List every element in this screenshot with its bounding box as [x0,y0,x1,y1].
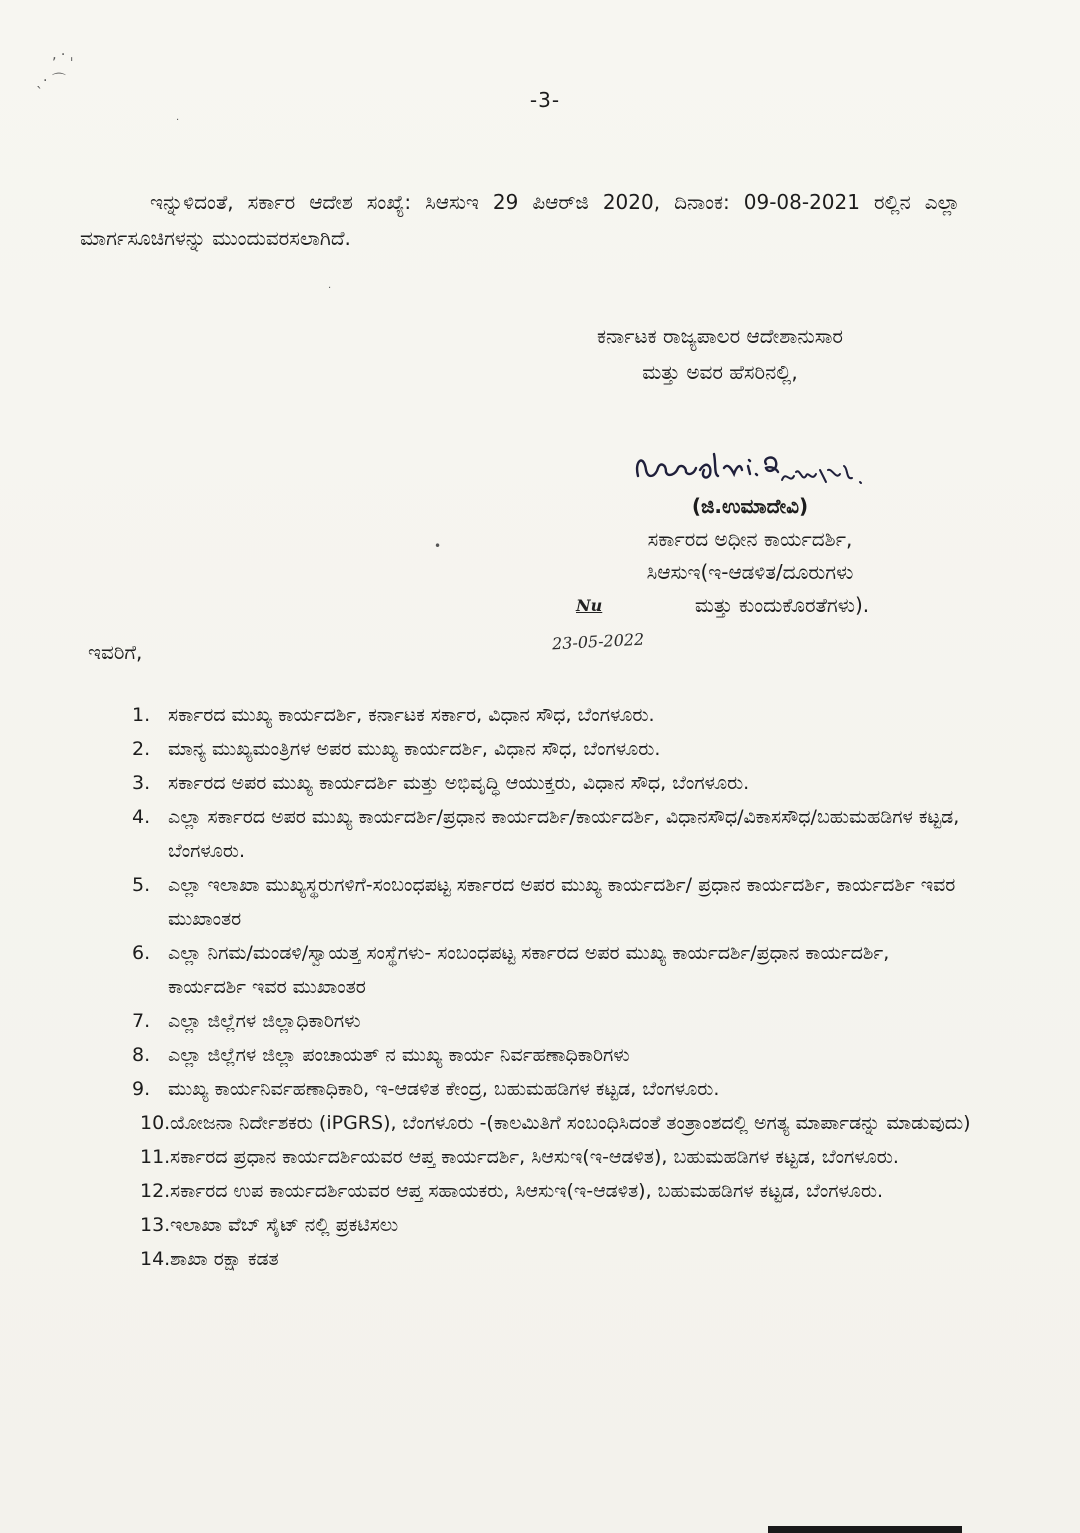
authority-line-1: ಕರ್ನಾಟಕ ರಾಜ್ಯಪಾಲರ ಆದೇಶಾನುಸಾರ [596,324,843,348]
list-number: 8. [132,1044,151,1066]
list-number: 14. [140,1248,171,1270]
list-item [132,1140,972,1174]
list-item [132,1106,972,1140]
list-number: 1. [132,704,151,726]
to-label: ಇವರಿಗೆ, [88,640,143,664]
list-text: ಸರ್ಕಾರದ ಅಪರ ಮುಖ್ಯ ಕಾರ್ಯದರ್ಶಿ ಮತ್ತು ಅಭಿವೃದ್ಧಿ ಆಯುಕ್ತರು, ವಿಧಾನ ಸೌಧ, ಬೆಂಗಳೂರು. [168,772,750,794]
signer-designation: ಸರ್ಕಾರದ ಅಧೀನ ಕಾರ್ಯದರ್ಶಿ, [647,527,853,551]
list-item [132,1004,972,1038]
list-item [132,868,972,936]
list-text: ಎಲ್ಲಾ ಜಿಲ್ಲೆಗಳ ಜಿಲ್ಲಾ ಪಂಚಾಯತ್ ನ ಮುಖ್ಯ ಕಾರ್ಯ ನಿರ್ವಹಣಾಧಿಕಾರಿಗಳು [168,1044,630,1066]
list-item [132,800,972,868]
list-text: ಮುಖ್ಯ ಕಾರ್ಯನಿರ್ವಹಣಾಧಿಕಾರಿ, ಇ-ಆಡಳಿತ ಕೇಂದ್ರ, ಬಹುಮಹಡಿಗಳ ಕಟ್ಟಡ, ಬೆಂಗಳೂರು. [168,1078,720,1100]
authority-block [480,318,960,390]
list-item [132,766,972,800]
signer-department: ಸಿಆಸುಇ(ಇ-ಆಡಳಿತ/ದೂರುಗಳು [646,560,854,584]
list-number: 5. [132,874,151,896]
scan-speck: ‚ · ˌ [52,47,74,63]
list-item [132,1038,972,1072]
scan-edge-bar [768,1526,962,1533]
handwritten-note: Nu [576,596,603,615]
list-text: ಎಲ್ಲಾ ಸರ್ಕಾರದ ಅಪರ ಮುಖ್ಯ ಕಾರ್ಯದರ್ಶಿ/ಪ್ರಧಾನ ಕಾರ್ಯದರ್ಶಿ/ಕಾರ್ಯದರ್ಶಿ, ವಿಧಾನಸೌಧ/ವಿಕಾಸಸೌಧ/ಬಹುಮಹಡಿಗಳ ಕಟ್ಟಡ, ಬೆಂಗಳೂರು. [168,806,960,862]
list-number: 6. [132,942,151,964]
list-item [132,936,972,1004]
list-item [132,1174,972,1208]
list-number: 12. [140,1180,171,1202]
scan-speck: · [176,115,180,126]
list-text: ಯೋಜನಾ ನಿರ್ದೇಶಕರು (iPGRS), ಬೆಂಗಳೂರು -(ಕಾಲಮಿತಿಗೆ ಸಂಬಂಧಿಸಿದಂತೆ ತಂತ್ರಾಂಶದಲ್ಲಿ ಅಗತ್ಯ ಮಾರ್ಪಾಡನ್ನು ಮಾಡುವುದು) [170,1112,971,1134]
scan-speck: • [434,539,442,553]
list-text: ಶಾಖಾ ರಕ್ಷಾ ಕಡತ [170,1248,279,1270]
scan-speck: ˎ· ⌒ [36,73,66,89]
list-number: 11. [140,1146,171,1168]
list-number: 10. [140,1112,171,1134]
body-paragraph: ಇನ್ನುಳಿದಂತೆ, ಸರ್ಕಾರ ಆದೇಶ ಸಂಖ್ಯೆ: ಸಿಆಸುಇ 29 ಪಿಆರ್‌ಜಿ 2020, ದಿನಾಂಕ: 09-08-2021 ರಲ್ಲಿನ ಎಲ್ಲಾ ಮಾರ್ಗಸೂಚಿಗಳನ್ನು ಮುಂದುವರಸಲಾಗಿದೆ. [80,190,960,250]
list-number: 13. [140,1214,171,1236]
list-item [132,698,972,732]
list-item [132,732,972,766]
signer-name: (ಜಿ.ಉಮಾದೇವಿ) [691,494,809,518]
page-number: -3- [529,88,561,112]
list-number: 2. [132,738,151,760]
list-text: ಸರ್ಕಾರದ ಮುಖ್ಯ ಕಾರ್ಯದರ್ಶಿ, ಕರ್ನಾಟಕ ಸರ್ಕಾರ, ವಿಧಾನ ಸೌಧ, ಬೆಂಗಳೂರು. [168,704,655,726]
list-text: ಸರ್ಕಾರದ ಪ್ರಧಾನ ಕಾರ್ಯದರ್ಶಿಯವರ ಆಪ್ತ ಕಾರ್ಯದರ್ಶಿ, ಸಿಆಸುಇ(ಇ-ಆಡಳಿತ), ಬಹುಮಹಡಿಗಳ ಕಟ್ಟಡ, ಬೆಂಗಳೂರು. [170,1146,899,1168]
recipient-list [132,698,972,1276]
list-number: 9. [132,1078,151,1100]
list-number: 3. [132,772,151,794]
list-text: ಎಲ್ಲಾ ನಿಗಮ/ಮಂಡಳಿ/ಸ್ವಾಯತ್ತ ಸಂಸ್ಥೆಗಳು- ಸಂಬಂಧಪಟ್ಟ ಸರ್ಕಾರದ ಅಪರ ಮುಖ್ಯ ಕಾರ್ಯದರ್ಶಿ/ಪ್ರಧಾನ ಕಾರ್ಯದರ್ಶಿ, ಕಾರ್ಯದರ್ಶಿ ಇವರ ಮುಖಾಂತರ [168,942,890,998]
list-text: ಎಲ್ಲಾ ಇಲಾಖಾ ಮುಖ್ಯಸ್ಥರುಗಳಿಗೆ-ಸಂಬಂಧಪಟ್ಟ ಸರ್ಕಾರದ ಅಪರ ಮುಖ್ಯ ಕಾರ್ಯದರ್ಶಿ/ ಪ್ರಧಾನ ಕಾರ್ಯದರ್ಶಿ, ಕಾರ್ಯದರ್ಶಿ ಇವರ ಮುಖಾಂತರ [168,874,956,930]
list-text: ಸರ್ಕಾರದ ಉಪ ಕಾರ್ಯದರ್ಶಿಯವರ ಆಪ್ತ ಸಹಾಯಕರು, ಸಿಆಸುಇ(ಇ-ಆಡಳಿತ), ಬಹುಮಹಡಿಗಳ ಕಟ್ಟಡ, ಬೆಂಗಳೂರು. [170,1180,884,1202]
list-text: ಮಾನ್ಯ ಮುಖ್ಯಮಂತ್ರಿಗಳ ಅಪರ ಮುಖ್ಯ ಕಾರ್ಯದರ್ಶಿ, ವಿಧಾನ ಸೌಧ, ಬೆಂಗಳೂರು. [168,738,661,760]
list-item [132,1242,972,1276]
signer-department-2: ಮತ್ತು ಕುಂದುಕೊರತೆಗಳು). [694,593,870,617]
list-text: ಎಲ್ಲಾ ಜಿಲ್ಲೆಗಳ ಜಿಲ್ಲಾಧಿಕಾರಿಗಳು [168,1010,361,1032]
authority-line-2: ಮತ್ತು ಅವರ ಹೆಸರಿನಲ್ಲಿ, [642,360,798,384]
list-number: 4. [132,806,151,828]
list-number: 7. [132,1010,151,1032]
scan-speck: · [328,283,332,294]
list-item [132,1208,972,1242]
list-item [132,1072,972,1106]
list-text: ಇಲಾಖಾ ವೆಬ್ ಸೈಟ್ ನಲ್ಲಿ ಪ್ರಕಟಿಸಲು [170,1214,399,1236]
handwritten-date: 23-05-2022 [551,629,645,654]
